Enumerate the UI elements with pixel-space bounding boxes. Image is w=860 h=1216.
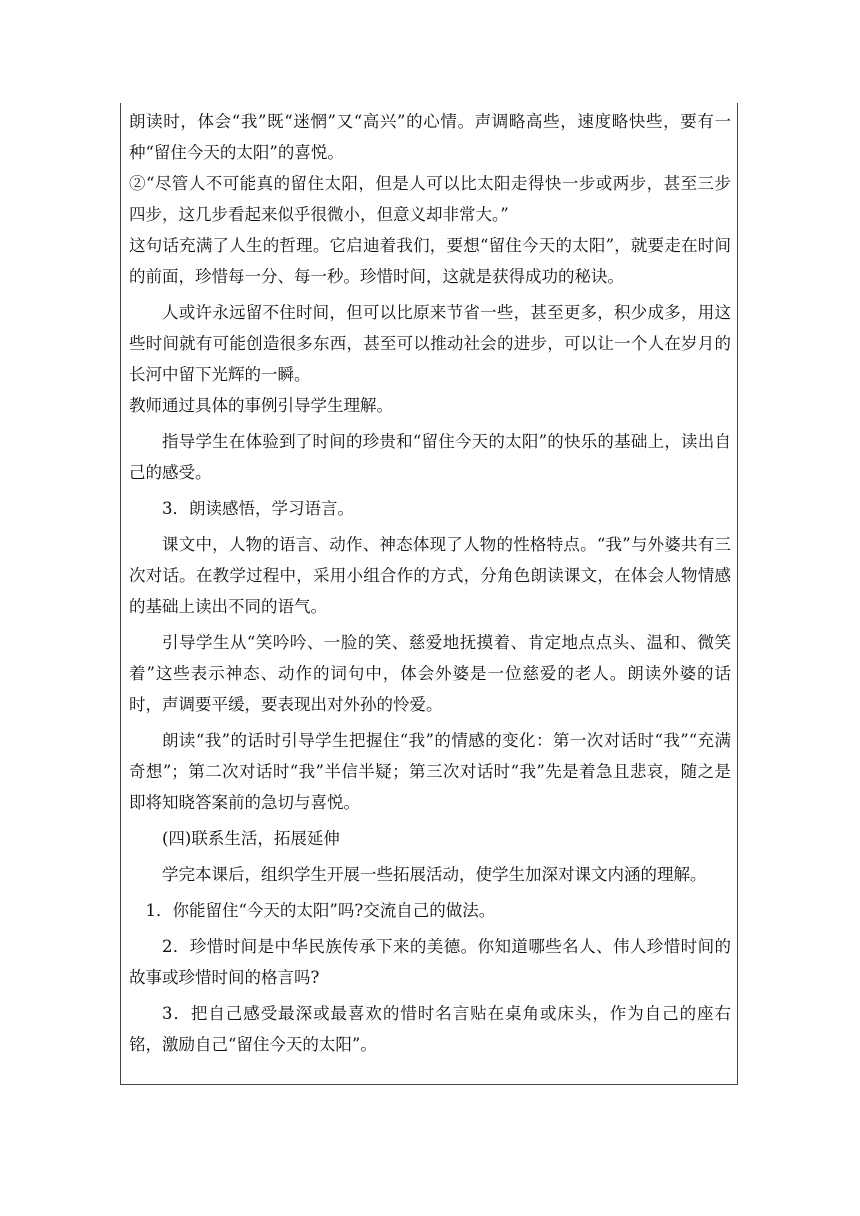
paragraph-dialogue: 课文中，人物的语言、动作、神态体现了人物的性格特点。“我”与外婆共有三次对话。在教学过程中，采用小组合作的方式，分角色朗读课文，在体会人物情感的基础上读出不同的语气。 (129, 535, 731, 616)
document-body (129, 106, 731, 1060)
paragraph-teacher-example: 教师通过具体的事例引导学生理解。 (129, 396, 393, 415)
paragraph-grandma: 引导学生从“笑吟吟、一脸的笑、慈爱地抚摸着、肯定地点点头、温和、微笑着”这些表示神态、动作的词句中，体会外婆是一位慈爱的老人。朗读外婆的话时，声调要平缓，要表现出对外孙的怜爱。 (129, 633, 731, 714)
paragraph-quote-2: ②“尽管人不可能真的留住太阳，但是人可以比太阳走得快一步或两步，甚至三步四步，这几步看起来似乎很微小，但意义却非常大。” (129, 174, 731, 224)
paragraph-me-emotion: 朗读“我”的话时引导学生把握住“我”的情感的变化：第一次对话时“我”“充满奇想”；第二次对话时“我”半信半疑；第三次对话时“我”先是着急且悲哀，随之是即将知晓答案前的急切与喜悦。 (129, 731, 731, 812)
paragraph-reading-mood: 朗读时，体会“我”既“迷惘”又“高兴”的心情。声调略高些，速度略快些，要有一种“留住今天的太阳”的喜悦。 (129, 112, 731, 162)
paragraph-guide-feelings: 指导学生在体验到了时间的珍贵和“留住今天的太阳”的快乐的基础上，读出自己的感受。 (129, 432, 731, 482)
list-item-2: 2．珍惜时间是中华民族传承下来的美德。你知道哪些名人、伟人珍惜时间的故事或珍惜时间的格言吗? (129, 937, 731, 987)
list-item-1: 1．你能留住“今天的太阳”吗?交流自己的做法。 (145, 901, 496, 920)
paragraph-save-time: 人或许永远留不住时间，但可以比原来节省一些，甚至更多，积少成多，用这些时间就有可能创造很多东西，甚至可以推动社会的进步，可以让一个人在岁月的长河中留下光辉的一瞬。 (129, 303, 731, 384)
list-item-3: 3．把自己感受最深或最喜欢的惜时名言贴在桌角或床头，作为自己的座右铭，激励自己“留住今天的太阳”。 (129, 1004, 731, 1054)
paragraph-extension: 学完本课后，组织学生开展一些拓展活动，使学生加深对课文内涵的理解。 (162, 865, 707, 884)
paragraph-section-3: 3．朗读感悟，学习语言。 (162, 499, 354, 518)
heading-section-4: (四)联系生活，拓展延伸 (162, 829, 340, 848)
paragraph-philosophy: 这句话充满了人生的哲理。它启迪着我们，要想“留住今天的太阳”，就要走在时间的前面，珍惜每一分、每一秒。珍惜时间，这就是获得成功的秘诀。 (129, 236, 731, 286)
